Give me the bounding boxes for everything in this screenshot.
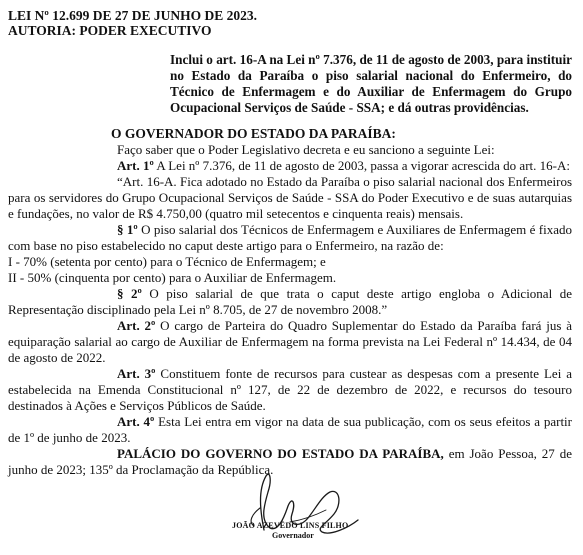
article-2-text: O cargo de Parteira do Quadro Suplementar do Estado da Paraíba fará jus à equiparação salarial ao cargo de Auxiliar de Enfermagem na forma prevista na Lei Federal nº 14.434, de 04 de agosto de 2022. xyxy=(8,318,573,365)
article-3-label: Art. 3º xyxy=(117,366,156,381)
paragraph-1 xyxy=(8,222,572,254)
law-ementa: Inclui o art. 16-A na Lei nº 7.376, de 11 de agosto de 2003, para instituir no Estado da Paraíba o piso salarial nacional do Enfermeiro, do Técnico de Enfermagem e do Auxiliar de Enfermagem do Grupo Ocupacional Serviços de Saúde - SSA; e dá outras providências. xyxy=(170,52,572,115)
signatory-name: JOÃO AZEVÊDO LINS FILHO xyxy=(232,521,349,530)
paragraph-1-text: O piso salarial dos Técnicos de Enfermagem e Auxiliares de Enfermagem é fixado com base no piso estabelecido no caput deste artigo para o Enfermeiro, na razão de: xyxy=(8,222,572,253)
article-2 xyxy=(8,318,572,366)
palace-text: em João Pessoa, 27 de junho de 2023; 135º da Proclamação da República. xyxy=(8,446,573,477)
governor-heading: O GOVERNADOR DO ESTADO DA PARAÍBA: xyxy=(111,126,396,141)
paragraph-1-label: § 1º xyxy=(117,222,138,237)
article-4 xyxy=(8,414,572,446)
article-3-text: Constituem fonte de recursos para custear as despesas com a presente Lei a estabelecida na Emenda Constitucional nº 127, de 22 de dezembro de 2022, e recursos do tesouro destinados à Ações e Serviços Públicos de Saúde. xyxy=(8,366,573,413)
item-2: II - 50% (cinquenta por cento) para o Auxiliar de Enfermagem. xyxy=(8,270,337,285)
signatory-role: Governador xyxy=(272,531,314,540)
palace-label: PALÁCIO DO GOVERNO DO ESTADO DA PARAÍBA, xyxy=(117,446,444,461)
law-number: LEI Nº 12.699 DE 27 DE JUNHO DE 2023. xyxy=(8,8,257,23)
article-2-label: Art. 2º xyxy=(117,318,156,333)
article-16a-caput: “Art. 16-A. Fica adotado no Estado da Paraíba o piso salarial nacional dos Enfermeiros para os servidores do Grupo Ocupacional Serviços de Saúde - SSA do Poder Executivo e de suas autarquias e fundações, no valor de R$ 4.750,00 (quatro mil setecentos e cinquenta reais) mensais. xyxy=(8,174,572,221)
item-1: I - 70% (setenta por cento) para o Técnico de Enfermagem; e xyxy=(8,254,326,269)
enactment-clause: Faço saber que o Poder Legislativo decreta e eu sanciono a seguinte Lei: xyxy=(117,142,495,157)
article-1-text: A Lei nº 7.376, de 11 de agosto de 2003, passa a vigorar acrescida do art. 16-A: xyxy=(153,158,570,173)
law-body xyxy=(8,126,572,478)
paragraph-2-label: § 2º xyxy=(117,286,142,301)
law-authorship: AUTORIA: PODER EXECUTIVO xyxy=(8,23,212,38)
article-4-label: Art. 4º xyxy=(117,414,155,429)
article-4-text: Esta Lei entra em vigor na data de sua publicação, com os seus efeitos a partir de 1º de junho de 2023. xyxy=(8,414,572,445)
article-1 xyxy=(8,158,572,174)
article-3 xyxy=(8,366,572,414)
paragraph-2-text: O piso salarial de que trata o caput deste artigo engloba o Adicional de Representação disciplinado pela Lei nº 8.705, de 27 de novembro 2008.” xyxy=(8,286,572,317)
paragraph-2 xyxy=(8,286,572,318)
article-1-label: Art. 1º xyxy=(117,158,154,173)
